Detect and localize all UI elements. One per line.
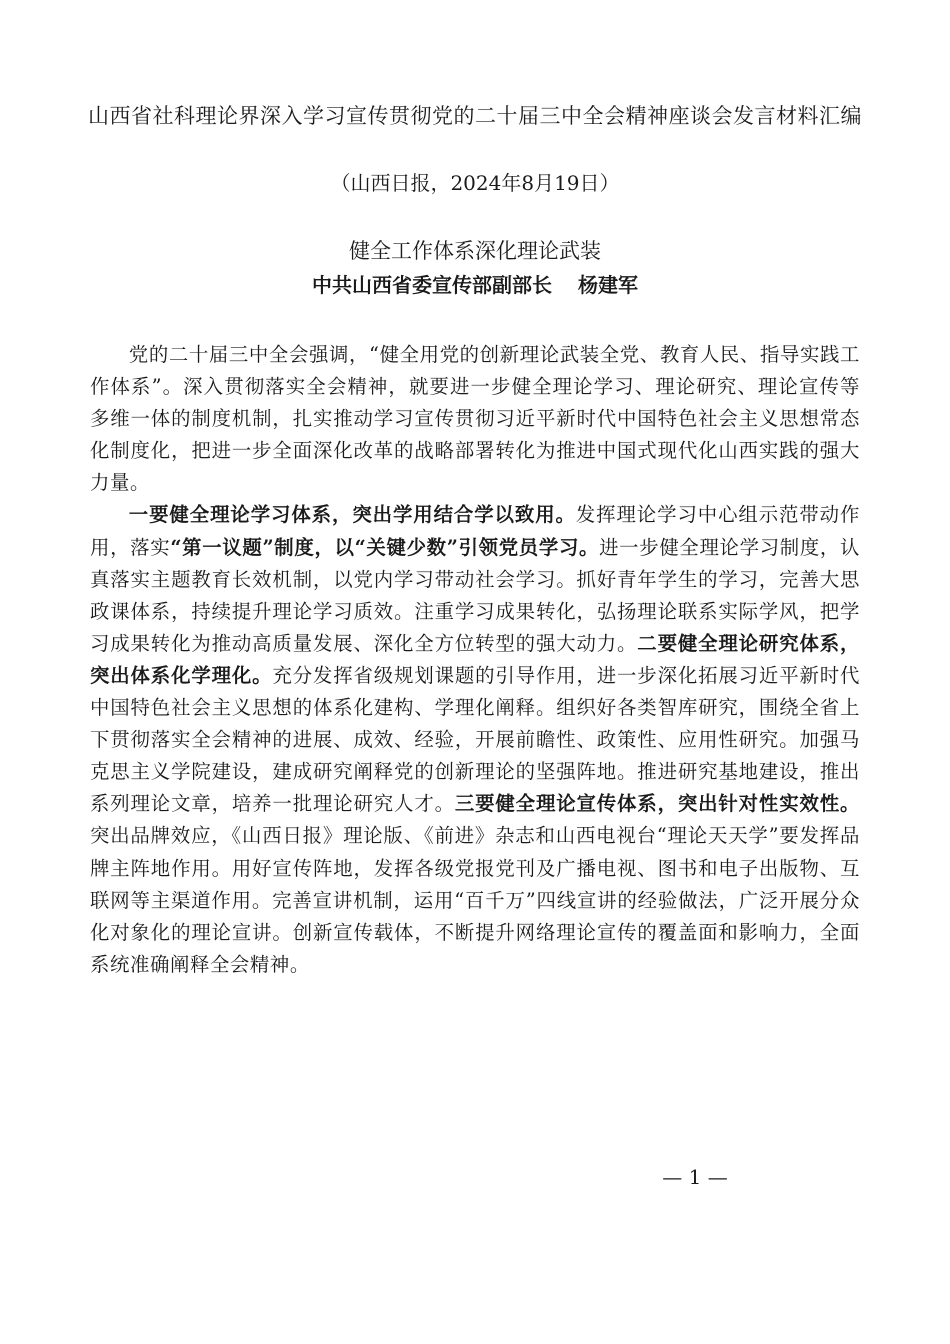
paragraph-intro: 党的二十届三中全会强调，“健全用党的创新理论武装全党、教育人民、指导实践工作体系”。深入贯彻落实全会精神，就要进一步健全理论学习、理论研究、理论宣传等多维一体的制度机制，扎实推动学习宣传贯彻习近平新时代中国特色社会主义思想常态化制度化，把进一步全面深化改革的战略部署转化为推进中国式现代化山西实践的强大力量。 [90, 343, 860, 495]
author-title: 中共山西省委宣传部副部长 [312, 273, 552, 297]
point-two-text: 充分发挥省级规划课题的引导作用，进一步深化拓展习近平新时代中国特色社会主义思想的体系化建构、学理化阐释。组织好各类智库研究，围绕全省上下贯彻落实全会精神的进展、成效、经验，开展前瞻性、政策性、应用性研究。加强马克思主义学院建设，建成研究阐释党的创新理论的坚强阵地。推进研究基地建设，推出系列理论文章，培养一批理论研究人才。 [90, 663, 860, 816]
document-source: （山西日报，2024年8月19日） [330, 171, 620, 195]
author-name: 杨建军 [578, 273, 638, 297]
point-one-text-b: 进一步健全理论学习制度，认真落实主题教育长效机制，以党内学习带动社会学习。抓好青年学生的学习，完善大思政课体系，持续提升理论学习质效。注重学习成果转化，弘扬理论联系实际学风，把学习成果转化为推动高质量发展、深化全方位转型的强大动力。 [90, 535, 860, 655]
article-title: 健全工作体系深化理论武装 [349, 239, 601, 263]
page-number: — 1 — [662, 1165, 728, 1189]
article-body [90, 339, 860, 981]
point-one-text-a: 发挥理论学习中心组示范带动作用，落实 [90, 503, 860, 559]
point-three-heading: 三要健全理论宣传体系，突出针对性实效性。 [454, 792, 860, 816]
author-line [80, 270, 870, 300]
document-title: 山西省社科理论界深入学习宣传贯彻党的二十届三中全会精神座谈会发言材料汇编 [88, 104, 862, 128]
point-two-heading: 二要健全理论研究体系，突出体系化学理化。 [90, 631, 860, 687]
point-one-heading: 一要健全理论学习体系，突出学用结合学以致用。 [128, 503, 576, 527]
point-one-emphasis: “第一议题”制度，以“关键少数”引领党员学习。 [170, 535, 600, 559]
paragraph-main [90, 499, 860, 980]
point-three-text: 突出品牌效应，《山西日报》理论版、《前进》杂志和山西电视台“理论天天学”要发挥品牌主阵地作用。用好宣传阵地，发挥各级党报党刊及广播电视、图书和电子出版物、互联网等主渠道作用。完善宣讲机制，运用“百千万”四线宣讲的经验做法，广泛开展分众化对象化的理论宣讲。创新宣传载体，不断提升网络理论宣传的覆盖面和影响力，全面系统准确阐释全会精神。 [90, 824, 860, 976]
